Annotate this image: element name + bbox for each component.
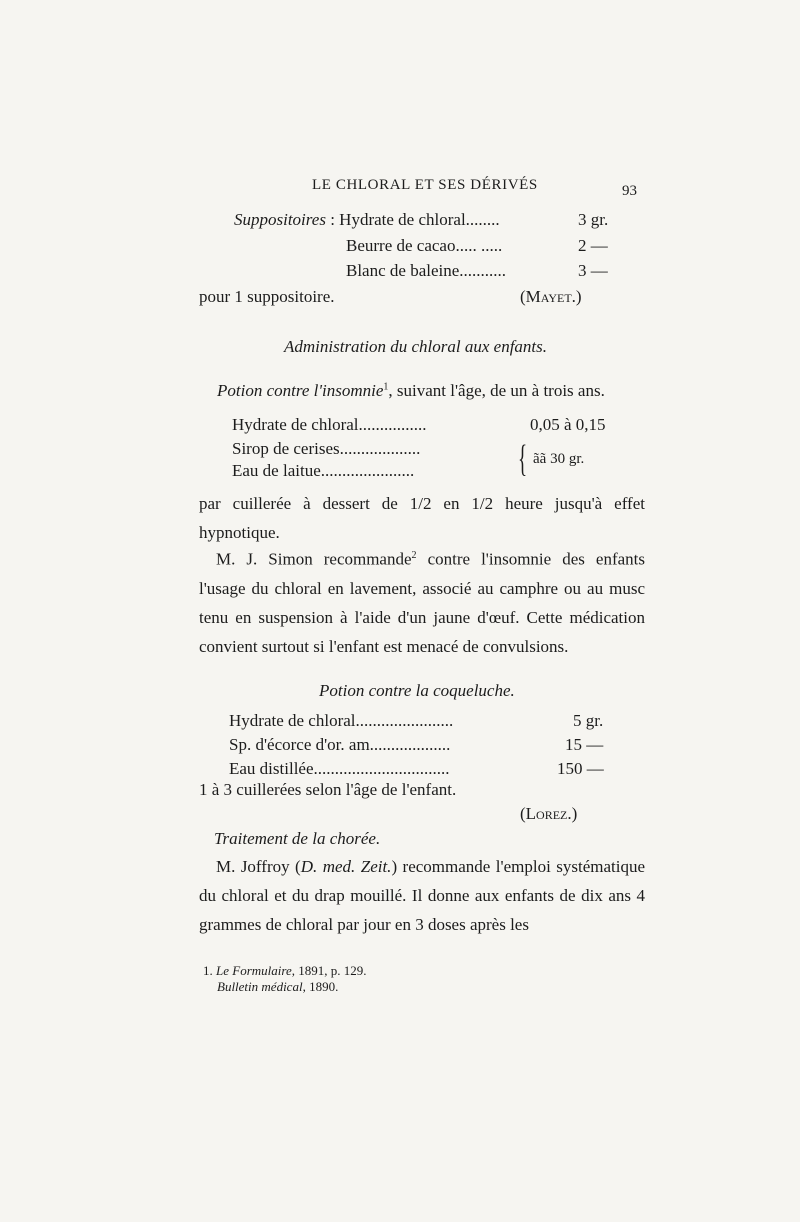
potion-heading-rest: , suivant l'âge, de un à trois ans.	[388, 381, 605, 400]
coqueluche-row-1	[229, 711, 453, 731]
leader-dots: ...................	[339, 439, 421, 458]
source-citation: (Lorez.)	[520, 804, 578, 823]
footnote-number: 1.	[203, 963, 213, 978]
coqueluche-row-2	[229, 735, 450, 755]
leader-dots: ................	[358, 415, 427, 434]
page-number: 93	[622, 183, 637, 199]
suppositoires-row-1	[234, 210, 500, 230]
ingredient-name: Eau de laitue	[232, 461, 321, 480]
ingredient-name: Hydrate de chloral	[339, 210, 466, 229]
leader-dots: ...................	[369, 735, 451, 754]
combined-qty: ãã 30 gr.	[533, 451, 585, 467]
footnote-detail: , 1891, p. 129.	[291, 963, 367, 978]
ingredient-qty: 3 —	[578, 261, 608, 280]
suppositoires-row-2	[346, 236, 502, 256]
ingredient-qty: 5 gr.	[573, 711, 604, 730]
ingredient-qty: 3 gr.	[578, 210, 609, 229]
leader-dots: ..... .....	[455, 236, 503, 255]
footnote-detail: , 1890.	[302, 979, 339, 994]
insomnie-row-1	[232, 415, 427, 435]
source-citation: (Mayet.)	[520, 287, 582, 306]
suppositoires-row-3	[346, 261, 506, 281]
ingredient-qty: 0,05 à 0,15	[530, 415, 606, 434]
footnote-title: Le Formulaire	[216, 963, 292, 978]
leader-dots: ................................	[313, 759, 450, 778]
leader-dots: .......................	[355, 711, 454, 730]
footnote-2	[217, 979, 338, 995]
potion-coqueluche-heading: Potion contre la coqueluche.	[319, 681, 515, 700]
section-title: Administration du chloral aux enfants.	[284, 337, 548, 356]
chorea-heading: Traitement de la chorée.	[214, 829, 381, 848]
chorea-paragraph	[199, 852, 645, 939]
footnote-mark: 1	[383, 381, 389, 393]
footnote-title: Bulletin médical	[217, 979, 303, 994]
leader-dots: ......................	[320, 461, 415, 480]
ingredient-name: Sp. d'écorce d'or. am	[229, 735, 370, 754]
para-start: M. J. Simon recommande	[216, 549, 412, 569]
dosage-paragraph: par cuillerée à dessert de 1/2 en 1/2 heure jusqu'à effet hypnotique.	[199, 494, 645, 542]
para-rest: contre l'insomnie des enfants l'usage du chloral en lavement, associé au camphre ou au musc tenu en suspension à l'aide d'un jaune d'œuf. Cette médication convient surtout si l'enfant est menacé de convulsions.	[199, 549, 646, 656]
insomnie-row-3	[232, 461, 414, 481]
ingredient-qty: 150 —	[557, 759, 604, 778]
para-rest: ) recommande l'emploi systématique du chloral et du drap mouillé. Il donne aux enfants de dix ans 4 grammes de chloral par jour en 3 doses après les	[199, 857, 646, 934]
coqueluche-row-3	[229, 759, 450, 779]
ingredient-name: Blanc de baleine	[346, 261, 460, 280]
suppositoires-label: Suppositoires	[234, 210, 326, 229]
leader-dots: ...........	[459, 261, 507, 280]
potion-insomnie-heading	[217, 381, 605, 401]
insomnie-row-2	[232, 439, 420, 459]
brace-glyph: {	[518, 438, 528, 480]
para-start: M. Joffroy (	[216, 857, 301, 876]
potion-title: Potion contre l'insomnie	[217, 381, 384, 400]
suppositoires-note: pour 1 suppositoire.	[199, 287, 335, 306]
ingredient-name: Sirop de cerises	[232, 439, 340, 458]
simon-paragraph	[199, 541, 645, 661]
ingredient-name: Eau distillée	[229, 759, 314, 778]
ingredient-name: Beurre de cacao	[346, 236, 456, 255]
suppositoires-colon: :	[325, 210, 335, 229]
coqueluche-note: 1 à 3 cuillerées selon l'âge de l'enfant.	[199, 780, 457, 799]
ingredient-qty: 15 —	[565, 735, 604, 754]
running-title: LE CHLORAL ET SES DÉRIVÉS	[312, 177, 538, 193]
footnote-1	[203, 963, 366, 979]
journal-ref: D. med. Zeit.	[300, 857, 392, 876]
footnote-mark: 2	[411, 550, 417, 561]
ingredient-name: Hydrate de chloral	[232, 415, 359, 434]
ingredient-name: Hydrate de chloral	[229, 711, 356, 730]
ingredient-qty: 2 —	[578, 236, 608, 255]
leader-dots: ........	[465, 210, 500, 229]
